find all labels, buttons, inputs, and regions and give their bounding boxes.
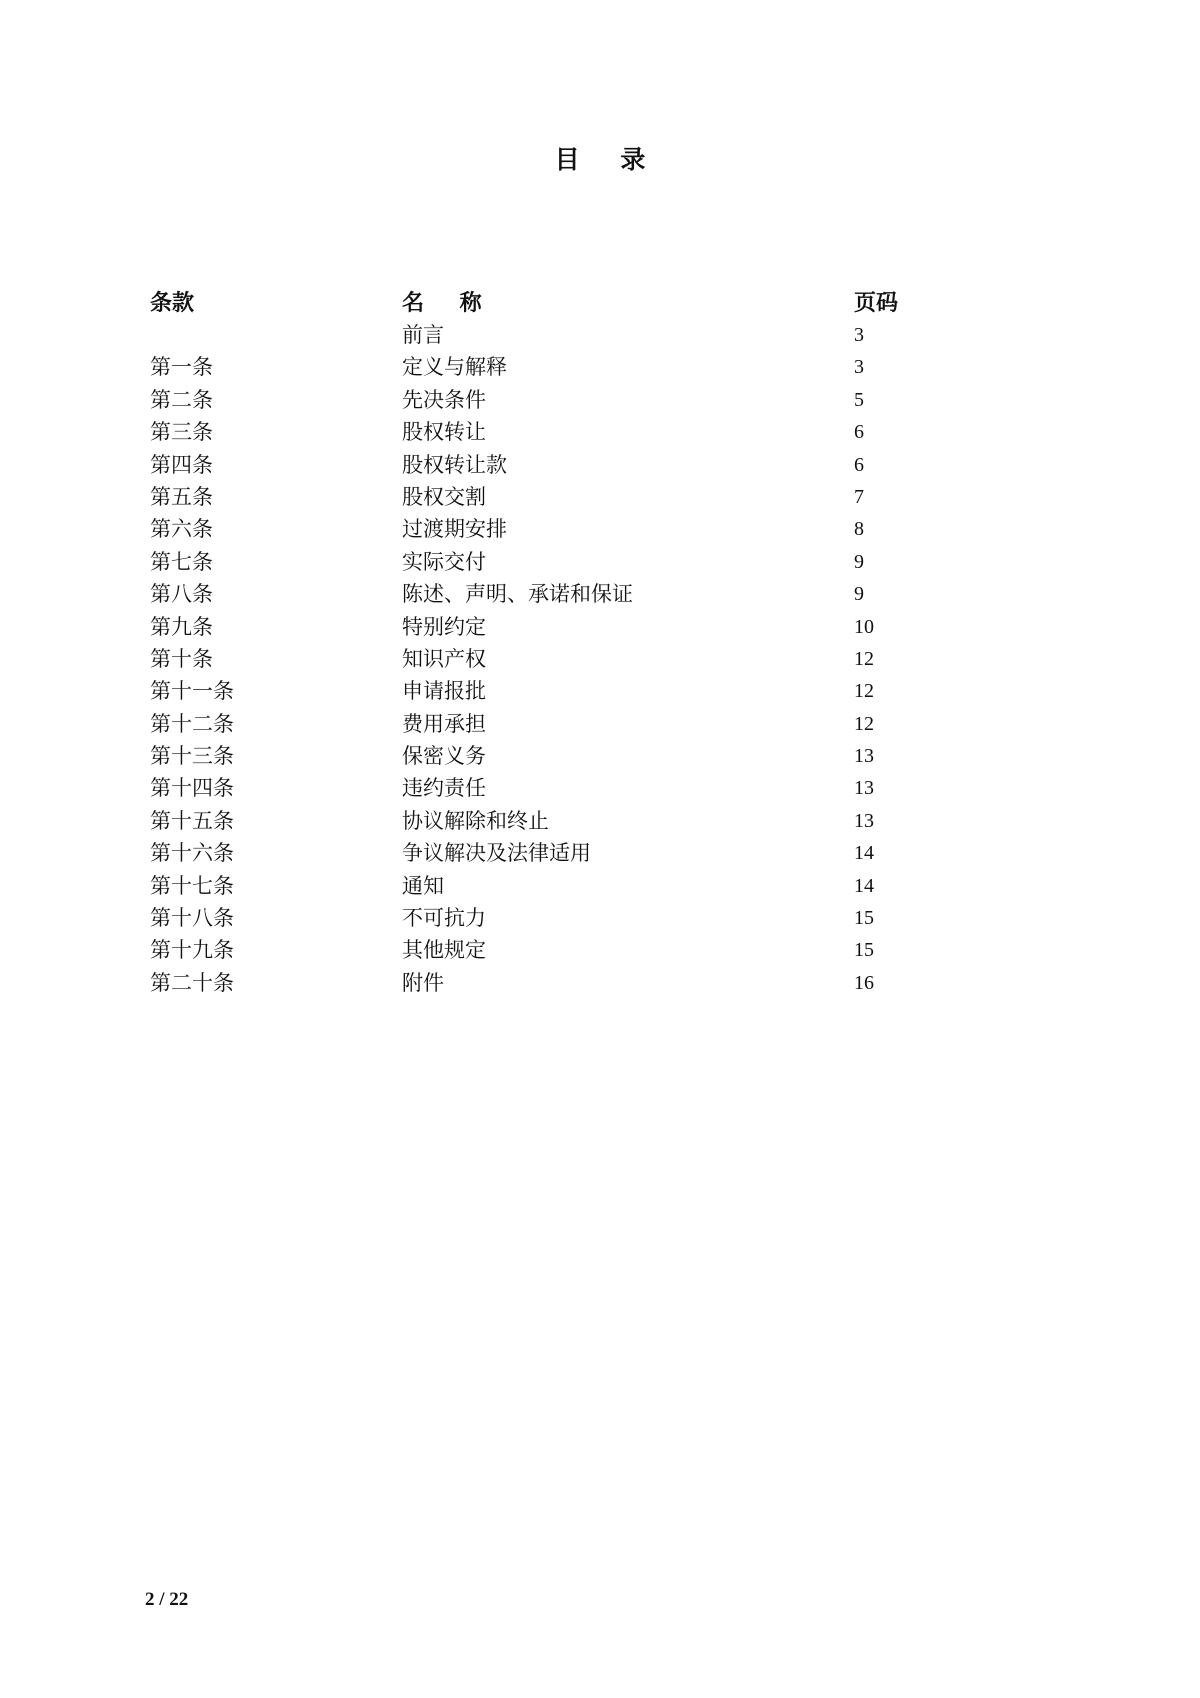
toc-row-name: 通知 (402, 873, 444, 898)
toc-row-name: 过渡期安排 (402, 517, 507, 542)
toc-row-name: 股权转让 (402, 420, 486, 445)
toc-row (150, 351, 950, 383)
toc-row (150, 578, 950, 610)
toc-row-page: 3 (854, 324, 864, 346)
toc-row-page: 8 (854, 518, 864, 541)
toc-row-page: 16 (854, 971, 874, 994)
toc-row-article: 第十八条 (150, 906, 234, 931)
toc-row-article: 第六条 (150, 517, 213, 542)
toc-row-name: 附件 (402, 970, 444, 995)
toc-row-name: 股权转让款 (402, 452, 507, 477)
toc-row-page: 10 (854, 615, 874, 638)
toc-row (150, 611, 950, 643)
toc-row-name: 费用承担 (402, 711, 486, 736)
toc-row-article: 第十二条 (150, 711, 234, 736)
toc-row (150, 967, 950, 999)
toc-row-article: 第十条 (150, 646, 213, 671)
toc-row-page: 13 (854, 777, 874, 800)
toc-row-page: 14 (854, 874, 874, 897)
toc-row (150, 902, 950, 934)
toc-row-page: 14 (854, 842, 874, 865)
toc-row-page: 15 (854, 939, 874, 962)
toc-row-name: 陈述、声明、承诺和保证 (402, 582, 633, 607)
toc-row-article: 第一条 (150, 355, 213, 380)
toc-row-page: 5 (854, 388, 864, 411)
toc-header-name: 名 称 (402, 291, 496, 316)
toc-row-name: 违约责任 (402, 776, 486, 801)
toc-row-name: 前言 (402, 323, 444, 347)
toc-row-article: 第十五条 (150, 808, 234, 833)
toc-row (150, 384, 950, 416)
toc-row-page: 9 (854, 583, 864, 606)
toc-row-article: 第三条 (150, 420, 213, 445)
toc-row-name: 申请报批 (402, 679, 486, 704)
toc-row (150, 934, 950, 966)
toc-row-page: 9 (854, 550, 864, 573)
toc-row-name: 争议解决及法律适用 (402, 841, 591, 866)
page-number: 2 / 22 (145, 1589, 189, 1610)
toc-row-name: 先决条件 (402, 387, 486, 412)
toc-row-page: 13 (854, 745, 874, 768)
toc-row-article: 第七条 (150, 549, 213, 574)
table-of-contents (150, 289, 950, 999)
toc-row (150, 546, 950, 578)
toc-row (150, 481, 950, 513)
toc-row-article: 第十四条 (150, 776, 234, 801)
page-title: 目 录 (554, 145, 662, 174)
toc-row-article: 第十七条 (150, 873, 234, 898)
toc-row-article: 第八条 (150, 582, 213, 607)
toc-row-name: 实际交付 (402, 549, 486, 574)
toc-row-article: 第四条 (150, 452, 213, 477)
toc-row (150, 837, 950, 869)
toc-row-article: 第九条 (150, 614, 213, 639)
toc-header-article: 条款 (150, 291, 195, 316)
toc-row (150, 643, 950, 675)
toc-row (150, 416, 950, 448)
toc-row-name: 协议解除和终止 (402, 808, 549, 833)
toc-row (150, 675, 950, 707)
toc-row-name: 不可抗力 (402, 906, 486, 931)
toc-row (150, 805, 950, 837)
toc-header-row (150, 289, 950, 319)
toc-row-page: 12 (854, 647, 874, 670)
toc-row-article: 第五条 (150, 484, 213, 509)
toc-row-page: 15 (854, 907, 874, 930)
toc-row-name: 保密义务 (402, 744, 486, 769)
toc-header-page: 页码 (854, 291, 899, 316)
toc-row-page: 6 (854, 453, 864, 476)
toc-row (150, 708, 950, 740)
toc-row-article: 第十六条 (150, 841, 234, 866)
toc-row (150, 449, 950, 481)
toc-row (150, 740, 950, 772)
toc-row-article: 第二条 (150, 387, 213, 412)
toc-row-page: 3 (854, 356, 864, 379)
toc-row (150, 513, 950, 545)
toc-row (150, 772, 950, 804)
toc-row-article: 第十一条 (150, 679, 234, 704)
toc-row (150, 319, 950, 351)
toc-row-article: 第十九条 (150, 938, 234, 963)
toc-row-page: 12 (854, 680, 874, 703)
toc-row (150, 870, 950, 902)
toc-row-name: 其他规定 (402, 938, 486, 963)
toc-row-page: 7 (854, 485, 864, 508)
toc-row-page: 6 (854, 421, 864, 444)
toc-row-name: 知识产权 (402, 646, 486, 671)
toc-row-article: 第十三条 (150, 744, 234, 769)
toc-row-page: 13 (854, 809, 874, 832)
toc-row-name: 特别约定 (402, 614, 486, 639)
toc-row-article: 第二十条 (150, 970, 234, 995)
toc-row-name: 股权交割 (402, 484, 486, 509)
toc-row-page: 12 (854, 712, 874, 735)
toc-row-name: 定义与解释 (402, 355, 507, 380)
